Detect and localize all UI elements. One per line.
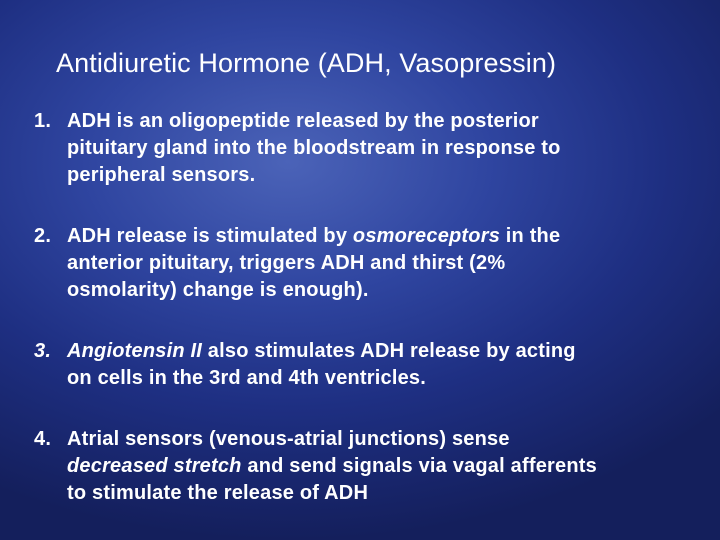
text-line <box>67 365 707 392</box>
list-item-text <box>67 426 707 507</box>
text-run: on cells in the 3rd and 4th ventricles. <box>67 367 427 389</box>
list-item-text <box>67 223 707 304</box>
text-line <box>67 453 707 480</box>
list-item-text <box>67 338 707 392</box>
text-line <box>67 480 707 507</box>
text-run: anterior pituitary, triggers ADH and thirst (2% <box>67 252 506 274</box>
text-run: pituitary gland into the bloodstream in response to <box>67 137 561 159</box>
text-run: in the <box>500 225 561 247</box>
text-line <box>67 135 707 162</box>
italic-term: decreased stretch <box>67 455 242 477</box>
list-item-text <box>67 108 707 189</box>
text-run: ADH is an oligopeptide released by the posterior <box>67 110 539 132</box>
text-run: and send signals via vagal afferents <box>241 455 597 477</box>
text-run: ADH release is stimulated by <box>67 225 353 247</box>
text-line <box>67 338 707 365</box>
list-item-number: 1. <box>34 110 52 132</box>
text-run: osmolarity) change is enough). <box>67 279 369 301</box>
text-line <box>67 277 707 304</box>
text-run: Atrial sensors (venous-atrial junctions) sense <box>67 428 510 450</box>
text-run: also stimulates ADH release by acting <box>202 340 576 362</box>
italic-term: osmoreceptors <box>352 225 501 247</box>
text-run: peripheral sensors. <box>67 164 256 186</box>
list-item-number: 3. <box>34 340 52 362</box>
list-item-number: 4. <box>34 428 52 450</box>
text-line <box>67 426 707 453</box>
text-line <box>67 108 707 135</box>
list-item-number: 2. <box>34 225 52 247</box>
italic-term: Angiotensin II <box>67 340 203 362</box>
text-line <box>67 223 707 250</box>
text-run: to stimulate the release of ADH <box>67 482 369 504</box>
slide-title: Antidiuretic Hormone (ADH, Vasopressin) <box>56 48 557 78</box>
text-line <box>67 250 707 277</box>
text-line <box>67 162 707 189</box>
